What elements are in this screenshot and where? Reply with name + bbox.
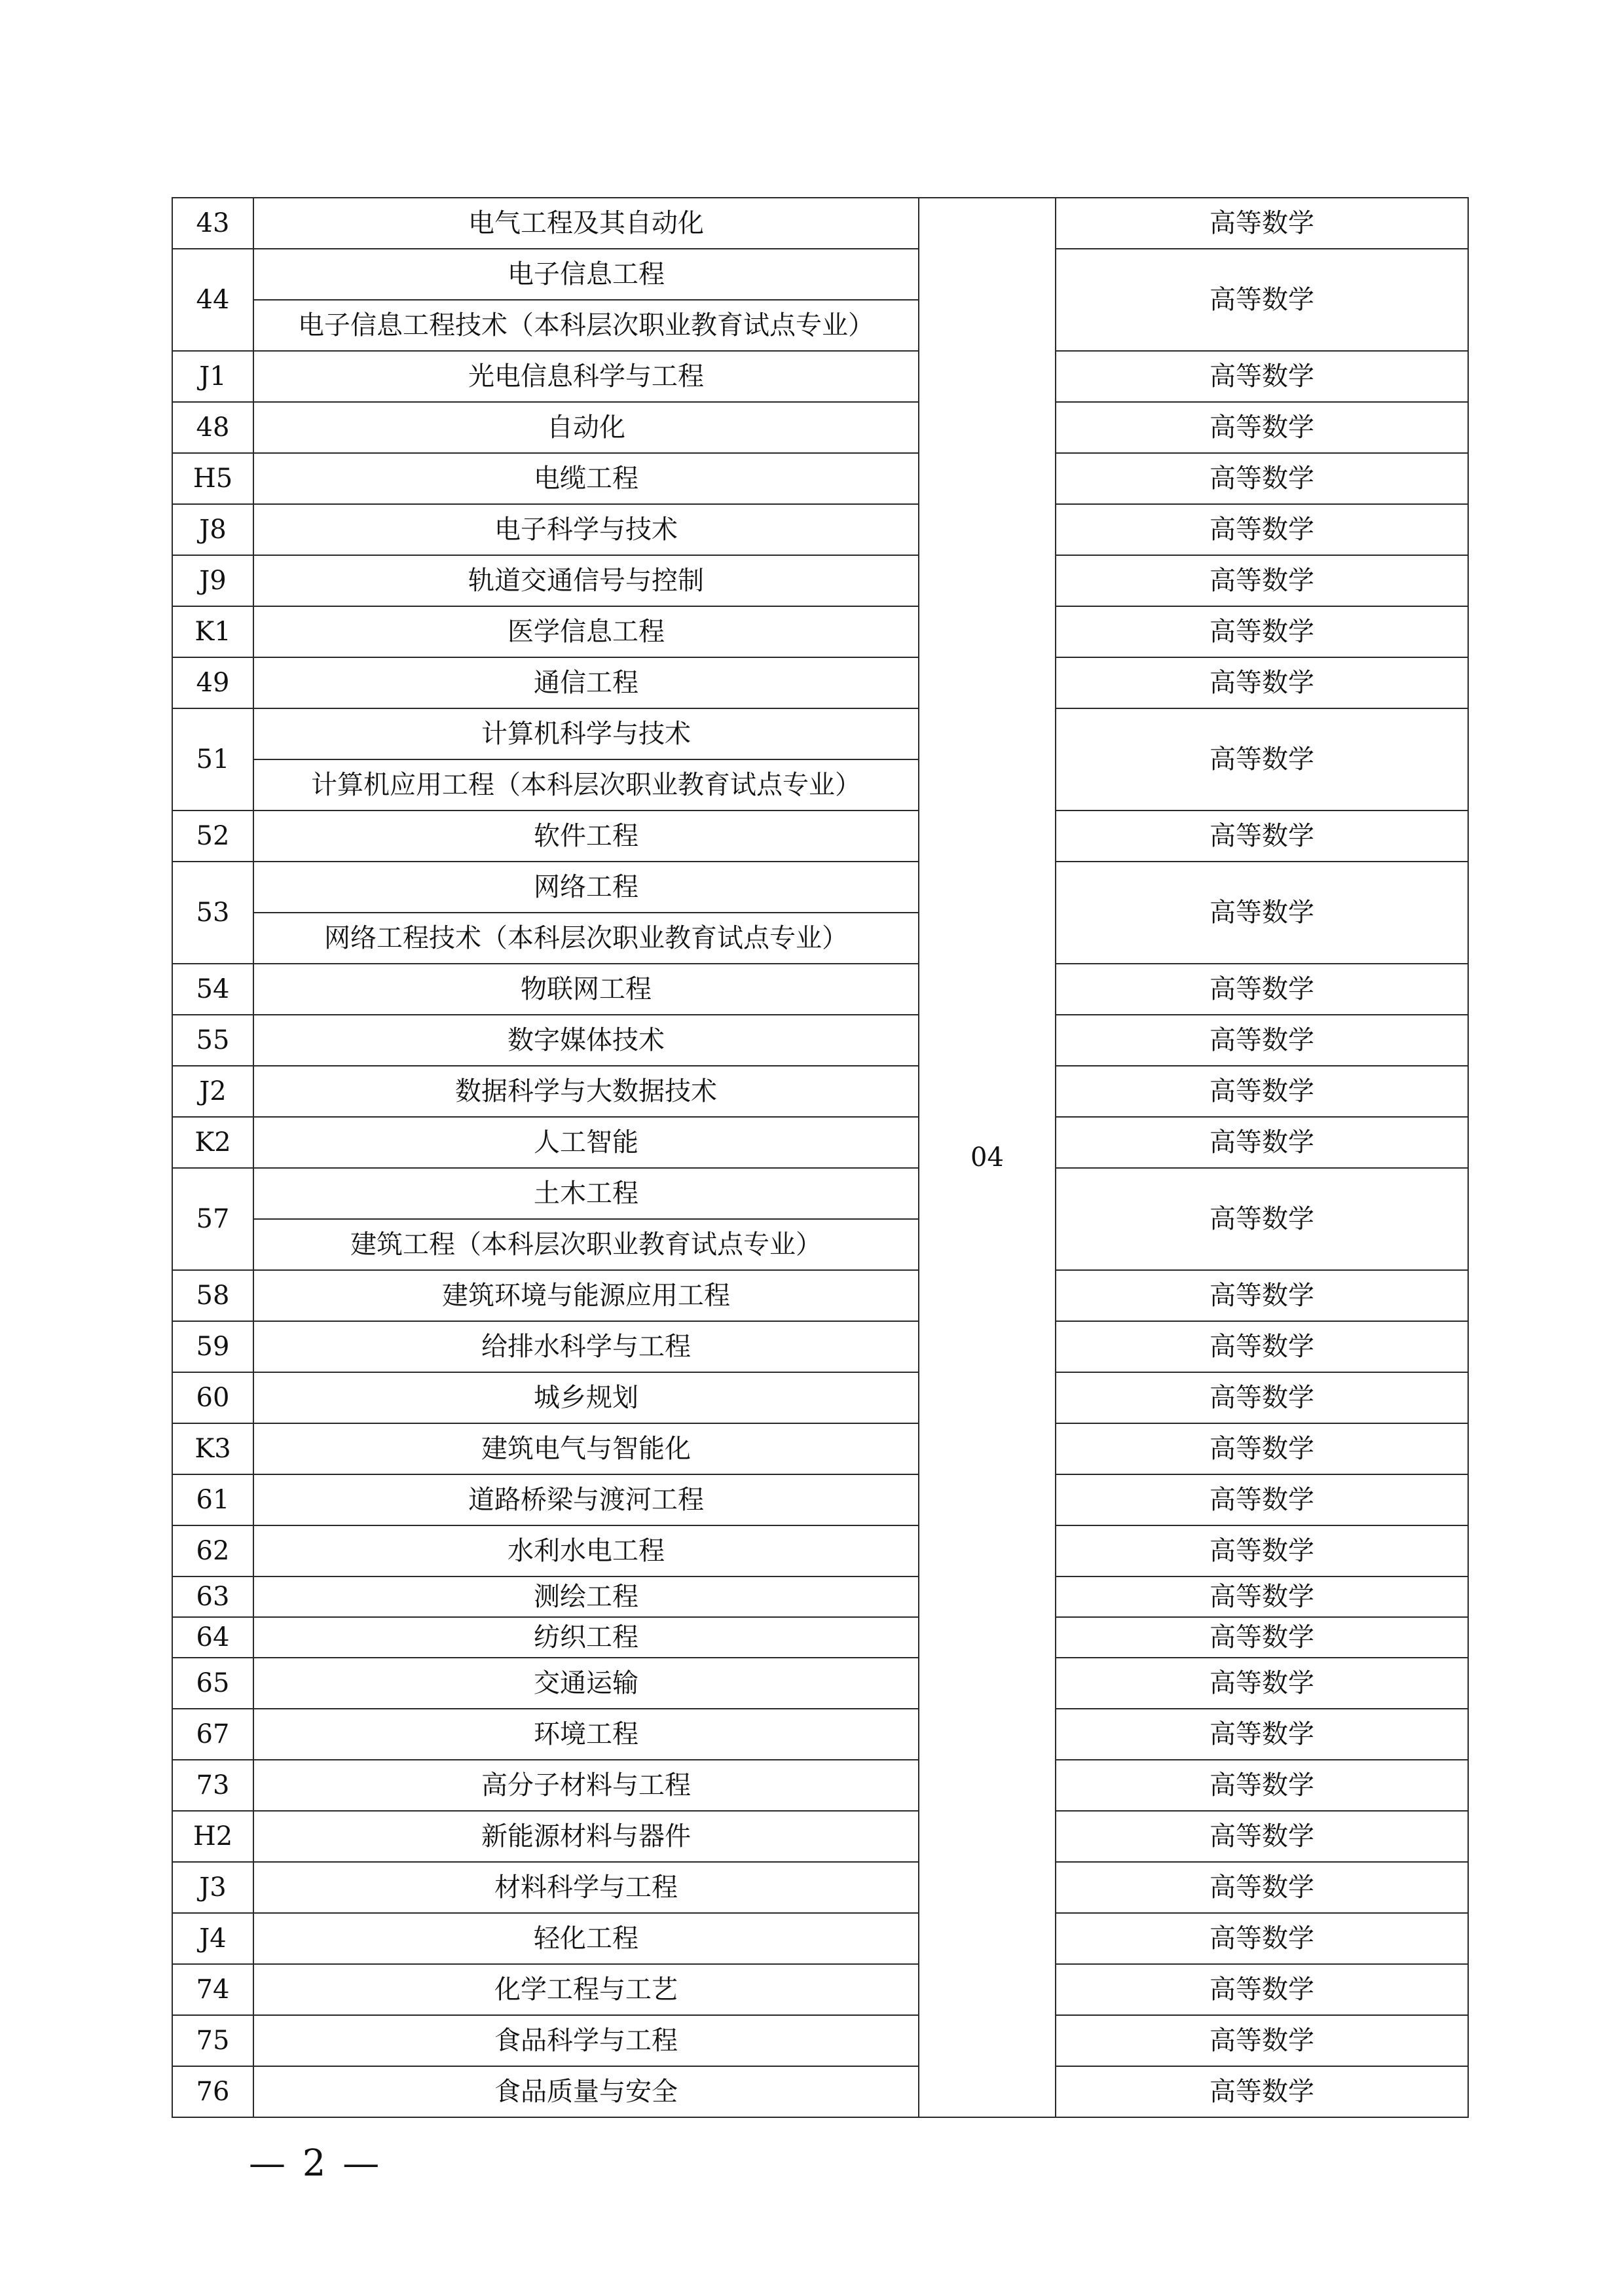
major-name: 网络工程 — [253, 862, 919, 913]
exam-subject: 高等数学 — [1056, 811, 1468, 862]
table-row — [172, 1617, 1468, 1658]
table-row — [172, 657, 1468, 708]
major-code: H2 — [172, 1811, 253, 1862]
major-code: 58 — [172, 1270, 253, 1321]
table-row — [172, 811, 1468, 862]
major-code: 59 — [172, 1321, 253, 1372]
major-name: 建筑工程（本科层次职业教育试点专业） — [253, 1219, 919, 1270]
major-code: J1 — [172, 351, 253, 402]
exam-subject: 高等数学 — [1056, 862, 1468, 964]
exam-subject: 高等数学 — [1056, 2015, 1468, 2066]
major-code: 53 — [172, 862, 253, 964]
table-row — [172, 1964, 1468, 2015]
major-name: 电缆工程 — [253, 453, 919, 504]
major-name: 数据科学与大数据技术 — [253, 1066, 919, 1117]
major-code: 65 — [172, 1658, 253, 1709]
major-code: 74 — [172, 1964, 253, 2015]
major-name: 电气工程及其自动化 — [253, 198, 919, 249]
major-name: 高分子材料与工程 — [253, 1760, 919, 1811]
major-code: K2 — [172, 1117, 253, 1168]
exam-subject: 高等数学 — [1056, 1525, 1468, 1576]
exam-subject: 高等数学 — [1056, 1709, 1468, 1760]
exam-subject: 高等数学 — [1056, 1964, 1468, 2015]
major-code: J3 — [172, 1862, 253, 1913]
table-row — [172, 1862, 1468, 1913]
major-code: J8 — [172, 504, 253, 555]
table-row — [172, 555, 1468, 606]
table-row — [172, 1760, 1468, 1811]
table-row — [172, 1015, 1468, 1066]
exam-subject: 高等数学 — [1056, 1760, 1468, 1811]
major-code: 49 — [172, 657, 253, 708]
exam-subject: 高等数学 — [1056, 249, 1468, 351]
exam-subject: 高等数学 — [1056, 1321, 1468, 1372]
table-row — [172, 964, 1468, 1015]
exam-subject: 高等数学 — [1056, 1168, 1468, 1270]
major-code: 54 — [172, 964, 253, 1015]
table-row — [172, 1321, 1468, 1372]
major-code: H5 — [172, 453, 253, 504]
major-code: 76 — [172, 2066, 253, 2117]
major-name: 轻化工程 — [253, 1913, 919, 1964]
major-code: 62 — [172, 1525, 253, 1576]
table-row — [172, 198, 1468, 249]
major-name: 通信工程 — [253, 657, 919, 708]
major-code: J4 — [172, 1913, 253, 1964]
table-row — [172, 249, 1468, 300]
table-row — [172, 1474, 1468, 1525]
table-row — [172, 1423, 1468, 1474]
major-name: 城乡规划 — [253, 1372, 919, 1423]
exam-subject: 高等数学 — [1056, 1015, 1468, 1066]
table-row — [172, 862, 1468, 913]
table-row — [172, 402, 1468, 453]
table-row — [172, 2015, 1468, 2066]
major-name: 交通运输 — [253, 1658, 919, 1709]
exam-subject: 高等数学 — [1056, 1270, 1468, 1321]
table-row — [172, 708, 1468, 759]
table-row — [172, 453, 1468, 504]
major-name: 物联网工程 — [253, 964, 919, 1015]
exam-subject: 高等数学 — [1056, 606, 1468, 657]
major-name: 计算机应用工程（本科层次职业教育试点专业） — [253, 759, 919, 811]
major-name: 测绘工程 — [253, 1576, 919, 1617]
major-name: 自动化 — [253, 402, 919, 453]
major-code: 67 — [172, 1709, 253, 1760]
exam-subject: 高等数学 — [1056, 351, 1468, 402]
major-name: 土木工程 — [253, 1168, 919, 1219]
major-code: 55 — [172, 1015, 253, 1066]
major-name: 医学信息工程 — [253, 606, 919, 657]
exam-subject: 高等数学 — [1056, 657, 1468, 708]
exam-subject: 高等数学 — [1056, 1658, 1468, 1709]
exam-subject: 高等数学 — [1056, 402, 1468, 453]
major-name: 网络工程技术（本科层次职业教育试点专业） — [253, 913, 919, 964]
major-code: 61 — [172, 1474, 253, 1525]
major-code: K1 — [172, 606, 253, 657]
major-name: 电子信息工程技术（本科层次职业教育试点专业） — [253, 300, 919, 351]
major-code: 57 — [172, 1168, 253, 1270]
majors-table — [172, 197, 1469, 2118]
exam-subject: 高等数学 — [1056, 504, 1468, 555]
major-code: 75 — [172, 2015, 253, 2066]
page-number: — 2 — — [249, 2142, 382, 2185]
major-name: 数字媒体技术 — [253, 1015, 919, 1066]
table-row — [172, 1372, 1468, 1423]
exam-subject: 高等数学 — [1056, 1576, 1468, 1617]
exam-subject: 高等数学 — [1056, 453, 1468, 504]
table-row — [172, 1709, 1468, 1760]
major-code: J2 — [172, 1066, 253, 1117]
exam-subject: 高等数学 — [1056, 198, 1468, 249]
table-row — [172, 1168, 1468, 1219]
table-row — [172, 504, 1468, 555]
major-name: 电子科学与技术 — [253, 504, 919, 555]
major-name: 道路桥梁与渡河工程 — [253, 1474, 919, 1525]
major-name: 环境工程 — [253, 1709, 919, 1760]
major-code: 48 — [172, 402, 253, 453]
major-name: 材料科学与工程 — [253, 1862, 919, 1913]
major-code: 44 — [172, 249, 253, 351]
majors-table-body — [172, 198, 1468, 2117]
major-name: 人工智能 — [253, 1117, 919, 1168]
table-row — [172, 1658, 1468, 1709]
major-name: 建筑电气与智能化 — [253, 1423, 919, 1474]
exam-subject: 高等数学 — [1056, 964, 1468, 1015]
table-row — [172, 1066, 1468, 1117]
major-code: 73 — [172, 1760, 253, 1811]
table-row — [172, 1576, 1468, 1617]
exam-subject: 高等数学 — [1056, 708, 1468, 811]
table-row — [172, 1270, 1468, 1321]
table-row — [172, 1811, 1468, 1862]
group-code: 04 — [919, 198, 1056, 2117]
major-name: 食品科学与工程 — [253, 2015, 919, 2066]
major-name: 新能源材料与器件 — [253, 1811, 919, 1862]
major-name: 电子信息工程 — [253, 249, 919, 300]
major-name: 计算机科学与技术 — [253, 708, 919, 759]
exam-subject: 高等数学 — [1056, 1913, 1468, 1964]
major-name: 化学工程与工艺 — [253, 1964, 919, 2015]
major-code: J9 — [172, 555, 253, 606]
major-name: 食品质量与安全 — [253, 2066, 919, 2117]
major-name: 光电信息科学与工程 — [253, 351, 919, 402]
major-name: 建筑环境与能源应用工程 — [253, 1270, 919, 1321]
table-row — [172, 1913, 1468, 1964]
major-name: 水利水电工程 — [253, 1525, 919, 1576]
major-code: 52 — [172, 811, 253, 862]
major-code: 60 — [172, 1372, 253, 1423]
major-name: 轨道交通信号与控制 — [253, 555, 919, 606]
major-code: 51 — [172, 708, 253, 811]
exam-subject: 高等数学 — [1056, 1423, 1468, 1474]
exam-subject: 高等数学 — [1056, 1372, 1468, 1423]
table-row — [172, 2066, 1468, 2117]
major-name: 软件工程 — [253, 811, 919, 862]
exam-subject: 高等数学 — [1056, 1617, 1468, 1658]
exam-subject: 高等数学 — [1056, 1117, 1468, 1168]
major-code: 63 — [172, 1576, 253, 1617]
table-row — [172, 1117, 1468, 1168]
table-row — [172, 351, 1468, 402]
major-name: 纺织工程 — [253, 1617, 919, 1658]
exam-subject: 高等数学 — [1056, 1811, 1468, 1862]
table-row — [172, 1525, 1468, 1576]
exam-subject: 高等数学 — [1056, 555, 1468, 606]
exam-subject: 高等数学 — [1056, 1066, 1468, 1117]
major-code: 64 — [172, 1617, 253, 1658]
exam-subject: 高等数学 — [1056, 2066, 1468, 2117]
major-code: K3 — [172, 1423, 253, 1474]
exam-subject: 高等数学 — [1056, 1474, 1468, 1525]
table-row — [172, 606, 1468, 657]
major-name: 给排水科学与工程 — [253, 1321, 919, 1372]
major-code: 43 — [172, 198, 253, 249]
exam-subject: 高等数学 — [1056, 1862, 1468, 1913]
